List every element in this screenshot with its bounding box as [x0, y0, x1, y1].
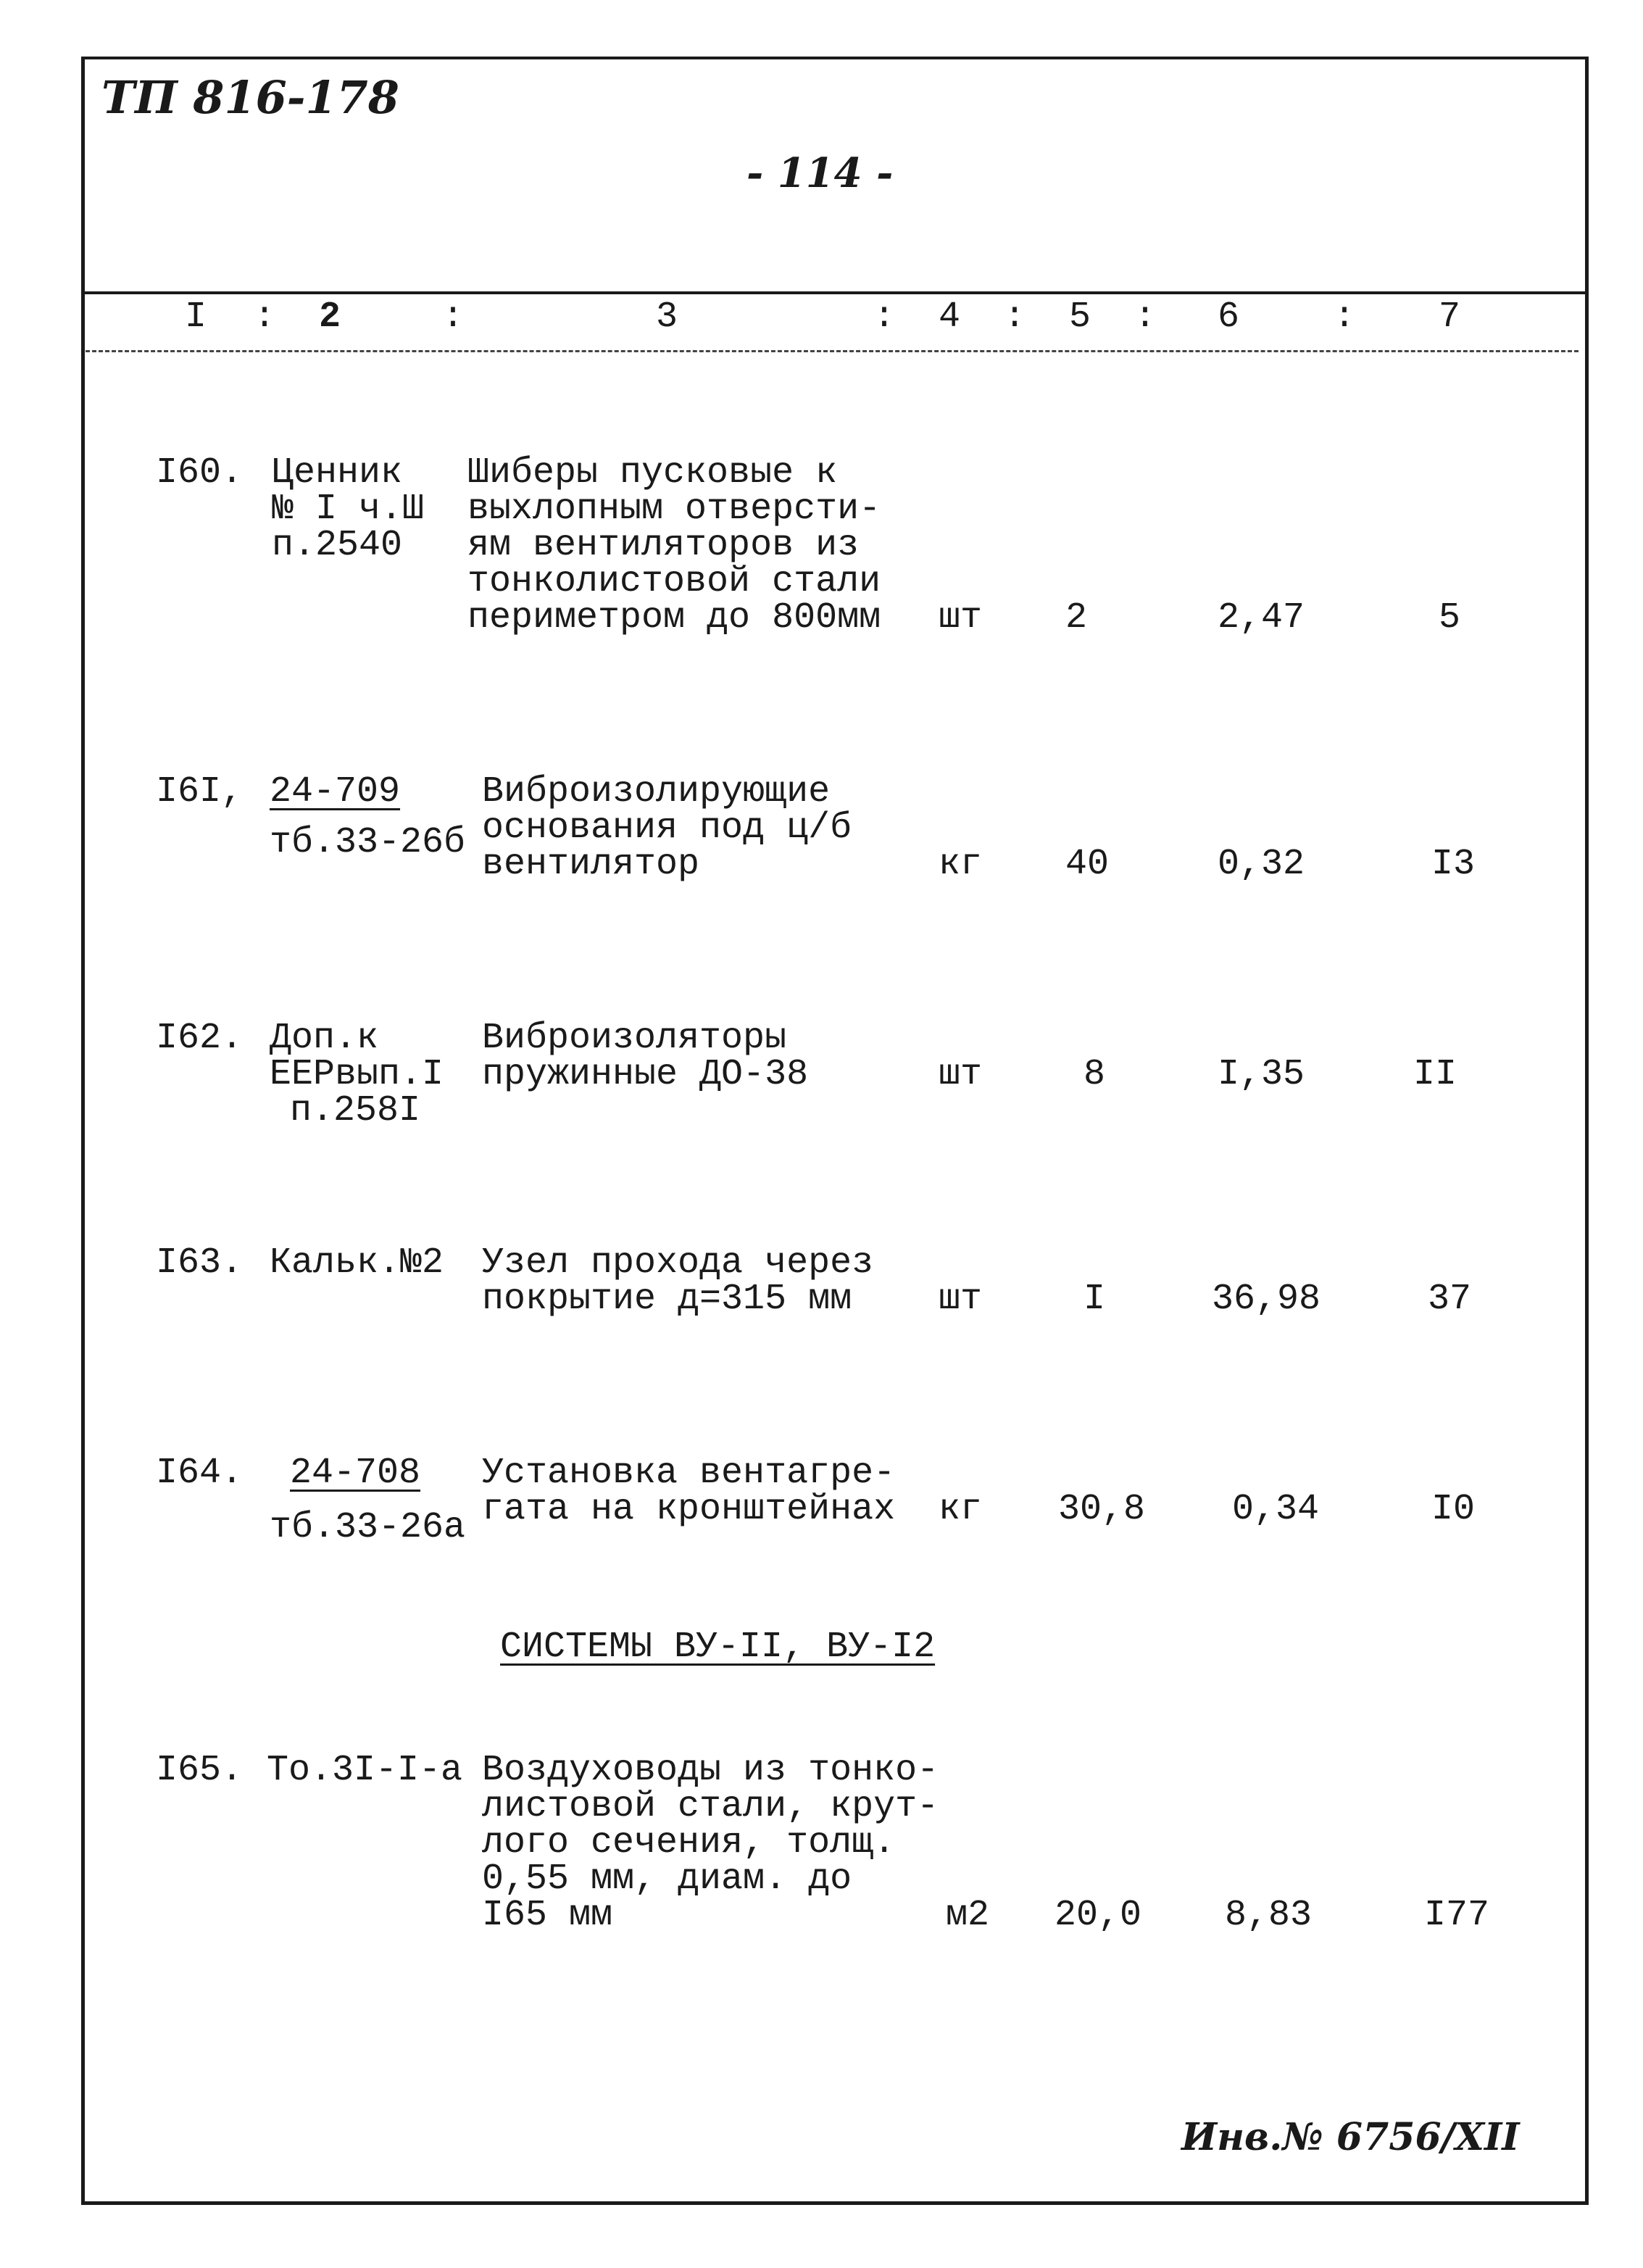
row-total: I0 [1431, 1489, 1476, 1530]
row-description-line: покрытие д=315 мм [482, 1279, 852, 1320]
row-unit: кг [939, 844, 983, 885]
col-header-3: 3 [656, 296, 678, 338]
document-code: ТП 816-178 [101, 71, 399, 124]
row-description-line: выхлопным отверсти- [467, 489, 881, 530]
row-reference-line: 24-708 [290, 1453, 421, 1494]
row-description-line: лого сечения, толщ. [482, 1822, 896, 1864]
row-reference-line: тб.33-26б [270, 822, 466, 863]
row-description-line: листовой стали, крут- [482, 1786, 939, 1827]
column-header-divider [86, 350, 1578, 352]
row-description-line: периметром до 800мм [467, 597, 881, 639]
row-price: 0,34 [1232, 1489, 1320, 1530]
row-quantity: 40 [1065, 844, 1110, 885]
inventory-number: Инв.№ 6756/XII [1181, 2115, 1520, 2159]
row-description-line: основания под ц/б [482, 807, 852, 849]
row-description-line: Шиберы пусковые к [467, 452, 838, 494]
row-number: I6I, [156, 771, 244, 813]
row-reference-line: ЕЕРвып.I [270, 1054, 444, 1095]
row-unit: шт [939, 597, 983, 639]
col-header-sep: : [1134, 296, 1157, 338]
col-header-sep: : [442, 296, 465, 338]
section-heading: СИСТЕМЫ ВУ-II, ВУ-I2 [500, 1627, 936, 1668]
col-header-sep: : [254, 296, 276, 338]
col-header-7: 7 [1439, 296, 1461, 338]
row-number: I65. [156, 1750, 244, 1791]
col-header-4: 4 [939, 296, 961, 338]
row-description-line: Виброизолирующие [482, 771, 831, 813]
row-description-line: Воздуховоды из тонко- [482, 1750, 939, 1791]
row-price: 8,83 [1225, 1895, 1313, 1936]
row-description-line: 0,55 мм, диам. до [482, 1858, 852, 1900]
row-unit: м2 [946, 1895, 990, 1936]
row-unit: шт [939, 1054, 983, 1095]
row-number: I62. [156, 1018, 244, 1059]
row-reference-line: 24-709 [270, 771, 401, 813]
row-unit: шт [939, 1279, 983, 1320]
row-total: I77 [1424, 1895, 1490, 1936]
row-reference-line: тб.33-26а [270, 1507, 466, 1548]
row-price: 36,98 [1212, 1279, 1321, 1320]
row-quantity: 20,0 [1055, 1895, 1142, 1936]
row-description-line: гата на кронштейнах [482, 1489, 896, 1530]
row-total: II [1413, 1054, 1457, 1095]
col-header-1: I [185, 296, 207, 338]
row-total: 5 [1439, 597, 1461, 639]
header-divider [81, 291, 1585, 294]
col-header-6: 6 [1218, 296, 1240, 338]
row-reference-line: п.258I [290, 1090, 421, 1131]
row-description-line: Узел прохода через [482, 1242, 874, 1284]
col-header-5: 5 [1069, 296, 1091, 338]
row-price: 2,47 [1218, 597, 1305, 639]
row-quantity: 2 [1065, 597, 1088, 639]
row-reference-line: Доп.к [270, 1018, 379, 1059]
row-description-line: вентилятор [482, 844, 700, 885]
col-header-2: 2 [319, 296, 341, 338]
row-reference-line: п.2540 [272, 525, 403, 566]
col-header-sep: : [873, 296, 896, 338]
row-reference-line: № I ч.Ш [272, 489, 425, 530]
row-number: I63. [156, 1242, 244, 1284]
row-reference-line: То.3I-I-а [267, 1750, 463, 1791]
col-header-sep: : [1334, 296, 1356, 338]
row-total: 37 [1428, 1279, 1472, 1320]
row-description-line: тонколистовой стали [467, 561, 881, 602]
row-description-line: I65 мм [482, 1895, 613, 1936]
col-header-sep: : [1004, 296, 1026, 338]
row-description-line: ям вентиляторов из [467, 525, 860, 566]
row-quantity: 30,8 [1058, 1489, 1146, 1530]
row-total: I3 [1431, 844, 1476, 885]
row-price: I,35 [1218, 1054, 1305, 1095]
row-price: 0,32 [1218, 844, 1305, 885]
row-reference-line: Ценник [272, 452, 403, 494]
row-reference-line: Кальк.№2 [270, 1242, 444, 1284]
row-number: I60. [156, 452, 244, 494]
row-unit: кг [939, 1489, 983, 1530]
row-number: I64. [156, 1453, 244, 1494]
row-quantity: 8 [1083, 1054, 1106, 1095]
row-quantity: I [1083, 1279, 1106, 1320]
page-number: - 114 - [746, 149, 894, 197]
row-description-line: пружинные ДО-38 [482, 1054, 809, 1095]
row-description-line: Установка вентагре- [482, 1453, 896, 1494]
row-description-line: Виброизоляторы [482, 1018, 787, 1059]
